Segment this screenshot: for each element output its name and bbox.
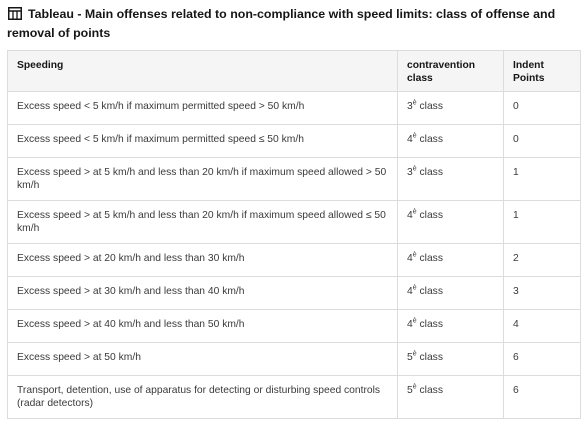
table-row	[8, 244, 581, 277]
table-row	[8, 343, 581, 376]
class-suffix: è	[412, 350, 417, 358]
class-suffix: è	[412, 165, 417, 173]
column-header-speeding: Speeding	[8, 51, 398, 92]
points-cell: 6	[504, 376, 581, 419]
offense-cell: Excess speed > at 30 km/h and less than 40 km/h	[8, 277, 398, 310]
class-cell	[398, 343, 504, 376]
class-number: 5	[407, 385, 413, 396]
points-cell: 0	[504, 92, 581, 125]
class-word: class	[419, 134, 443, 145]
class-cell	[398, 125, 504, 158]
class-cell	[398, 244, 504, 277]
class-word: class	[419, 210, 443, 221]
class-suffix: è	[412, 99, 417, 107]
points-cell: 1	[504, 158, 581, 201]
offenses-table	[7, 50, 581, 419]
class-suffix: è	[412, 317, 417, 325]
class-cell	[398, 158, 504, 201]
class-suffix: è	[412, 132, 417, 140]
offense-cell: Excess speed > at 20 km/h and less than 30 km/h	[8, 244, 398, 277]
class-number: 3	[407, 101, 413, 112]
points-cell: 4	[504, 310, 581, 343]
table-caption	[7, 6, 581, 42]
offense-cell: Excess speed > at 5 km/h and less than 20 km/h if maximum speed allowed > 50 km/h	[8, 158, 398, 201]
class-word: class	[419, 253, 443, 264]
class-word: class	[419, 352, 443, 363]
class-number: 3	[407, 167, 413, 178]
class-cell	[398, 310, 504, 343]
class-number: 4	[407, 210, 413, 221]
table-row	[8, 376, 581, 419]
class-suffix: è	[412, 383, 417, 391]
class-cell	[398, 92, 504, 125]
class-number: 4	[407, 319, 413, 330]
table-row	[8, 125, 581, 158]
table-row	[8, 277, 581, 310]
class-number: 4	[407, 253, 413, 264]
table-icon	[8, 7, 22, 25]
class-cell	[398, 201, 504, 244]
class-word: class	[419, 319, 443, 330]
table-row	[8, 92, 581, 125]
offense-cell: Excess speed > at 50 km/h	[8, 343, 398, 376]
points-cell: 2	[504, 244, 581, 277]
offense-cell: Excess speed > at 5 km/h and less than 20 km/h if maximum speed allowed ≤ 50 km/h	[8, 201, 398, 244]
table-row	[8, 158, 581, 201]
class-number: 5	[407, 352, 413, 363]
class-suffix: è	[412, 208, 417, 216]
offense-cell: Excess speed < 5 km/h if maximum permitted speed > 50 km/h	[8, 92, 398, 125]
class-word: class	[419, 385, 443, 396]
class-cell	[398, 277, 504, 310]
class-cell	[398, 376, 504, 419]
points-cell: 0	[504, 125, 581, 158]
points-cell: 1	[504, 201, 581, 244]
class-number: 4	[407, 286, 413, 297]
points-cell: 3	[504, 277, 581, 310]
points-cell: 6	[504, 343, 581, 376]
offense-cell: Excess speed < 5 km/h if maximum permitted speed ≤ 50 km/h	[8, 125, 398, 158]
offense-cell: Excess speed > at 40 km/h and less than 50 km/h	[8, 310, 398, 343]
class-number: 4	[407, 134, 413, 145]
column-header-points: Indent Points	[504, 51, 581, 92]
offense-cell: Transport, detention, use of apparatus for detecting or disturbing speed controls (radar detectors)	[8, 376, 398, 419]
column-header-class: contravention class	[398, 51, 504, 92]
table-header-row	[8, 51, 581, 92]
class-word: class	[419, 286, 443, 297]
class-suffix: è	[412, 284, 417, 292]
class-suffix: è	[412, 251, 417, 259]
table-row	[8, 310, 581, 343]
table-title: Tableau - Main offenses related to non-compliance with speed limits: class of offense and removal of points	[7, 7, 556, 40]
table-row	[8, 201, 581, 244]
class-word: class	[419, 167, 443, 178]
class-word: class	[419, 101, 443, 112]
